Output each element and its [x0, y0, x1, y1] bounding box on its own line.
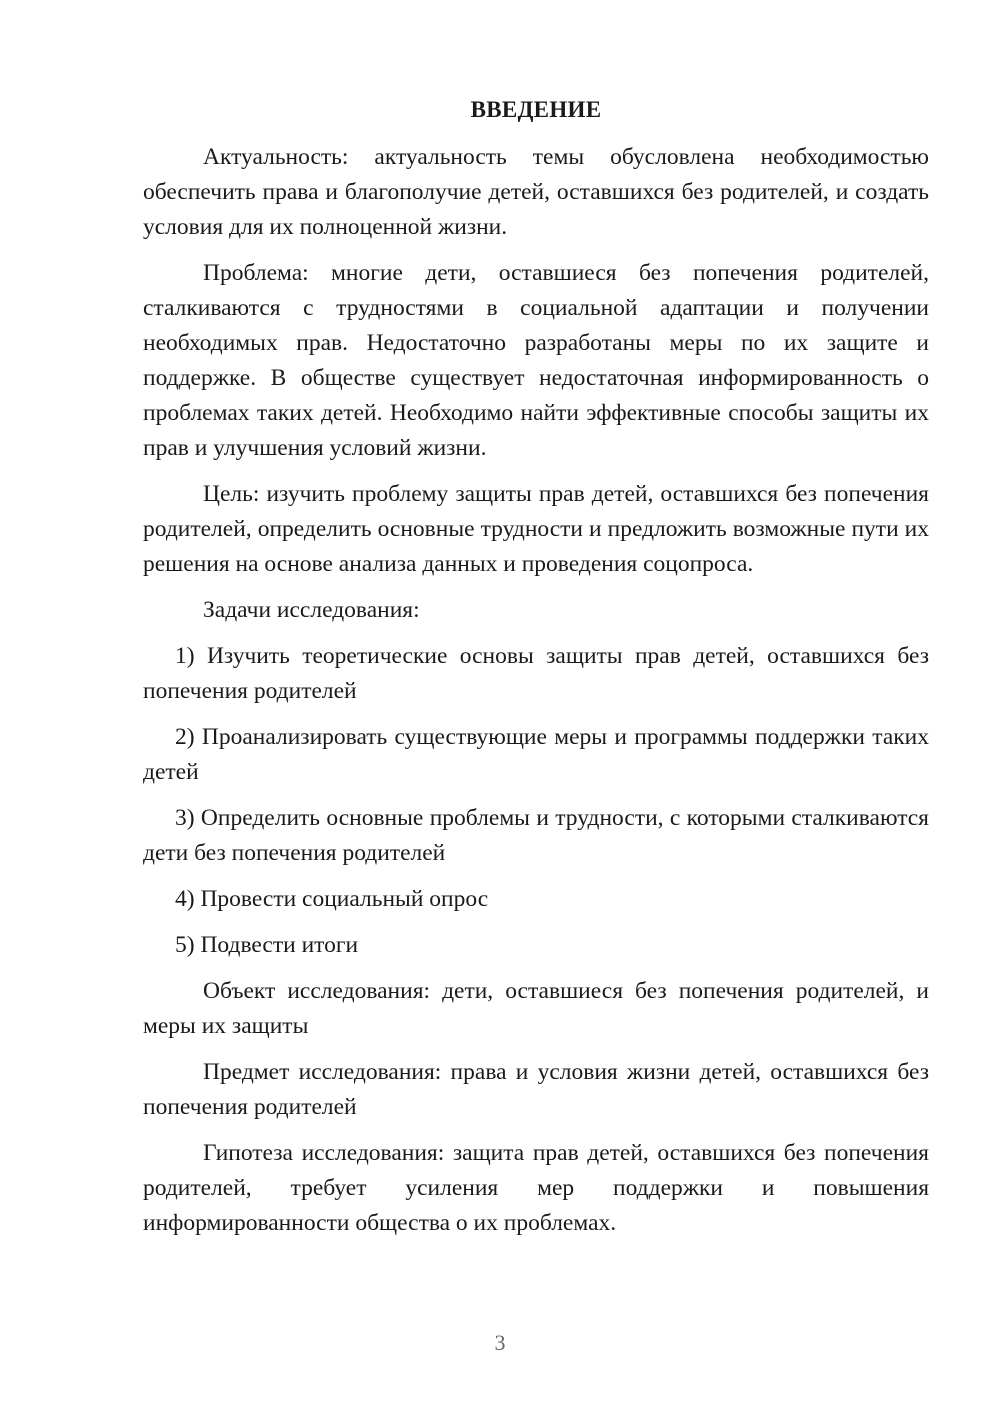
- document-page: [143, 90, 929, 1252]
- paragraph-goal: Цель: изучить проблему защиты прав детей, оставшихся без попечения родителей, определить основные трудности и предложить возможные пути их решения на основе анализа данных и проведения соцопроса.: [143, 481, 929, 577]
- paragraph-subject: Предмет исследования: права и условия жизни детей, оставшихся без попечения родителей: [143, 1059, 929, 1120]
- paragraph-object: Объект исследования: дети, оставшиеся без попечения родителей, и меры их защиты: [143, 978, 929, 1039]
- task-item-3: 3) Определить основные проблемы и трудности, с которыми сталкиваются дети без попечения родителей: [143, 805, 929, 866]
- task-item-5: 5) Подвести итоги: [175, 932, 359, 958]
- task-item-1: 1) Изучить теоретические основы защиты прав детей, оставшихся без попечения родителей: [143, 643, 929, 704]
- task-item-4: 4) Провести социальный опрос: [175, 886, 489, 912]
- page-number: 3: [494, 1330, 506, 1355]
- paragraph-problem: Проблема: многие дети, оставшиеся без попечения родителей, сталкиваются с трудностями в социальной адаптации и получении необходимых прав. Недостаточно разработаны меры по их защите и поддержке. В обществе существует недостаточная информированность о проблемах таких детей. Необходимо найти эффективные способы защиты их прав и улучшения условий жизни.: [143, 260, 929, 461]
- task-item-2: 2) Проанализировать существующие меры и программы поддержки таких детей: [143, 724, 929, 785]
- paragraph-relevance: Актуальность: актуальность темы обусловлена необходимостью обеспечить права и благополучие детей, оставшихся без родителей, и создать условия для их полноценной жизни.: [143, 144, 929, 240]
- paragraph-hypothesis: Гипотеза исследования: защита прав детей, оставшихся без попечения родителей, требует усиления мер поддержки и повышения информированности общества о их проблемах.: [143, 1140, 929, 1236]
- tasks-heading: Задачи исследования:: [203, 597, 420, 623]
- section-title: ВВЕДЕНИЕ: [470, 97, 602, 122]
